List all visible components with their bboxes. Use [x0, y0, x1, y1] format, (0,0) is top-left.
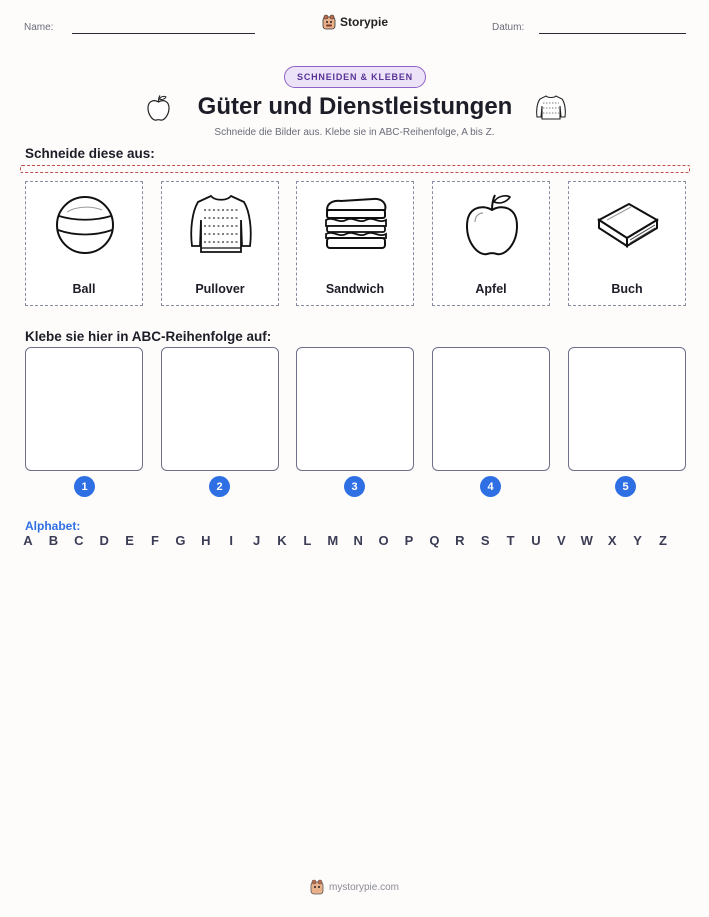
title-row	[0, 91, 709, 125]
date-line[interactable]	[539, 33, 686, 34]
paste-box-4[interactable]	[432, 347, 550, 471]
cut-card-label: Apfel	[475, 282, 507, 296]
alphabet-letter: Z	[659, 533, 667, 548]
cut-card-buch[interactable]	[568, 181, 686, 306]
storypie-mascot-icon	[310, 879, 324, 895]
brand-logo	[322, 14, 388, 30]
instructions: Schneide die Bilder aus. Klebe sie in ABC-Reihenfolge, A bis Z.	[214, 127, 495, 138]
paste-box-2[interactable]	[161, 347, 279, 471]
alphabet-letter: Q	[429, 533, 440, 548]
paste-box-1[interactable]	[25, 347, 143, 471]
storypie-mascot-icon	[322, 14, 336, 30]
alphabet-label: Alphabet:	[25, 519, 81, 533]
position-number: 5	[615, 476, 636, 497]
name-label: Name:	[24, 22, 54, 33]
position-number: 1	[74, 476, 95, 497]
paste-section-heading: Klebe sie hier in ABC-Reihenfolge auf:	[25, 329, 272, 344]
alphabet-letter: U	[531, 533, 541, 548]
sandwich-icon	[321, 190, 391, 260]
date-label: Datum:	[492, 22, 525, 33]
alphabet-letter: H	[201, 533, 211, 548]
cut-card-apfel[interactable]	[432, 181, 550, 306]
alphabet-letter: R	[455, 533, 465, 548]
alphabet-letter: K	[277, 533, 287, 548]
alphabet-letter: T	[506, 533, 515, 548]
cut-card-label: Pullover	[195, 282, 245, 296]
book-icon	[593, 190, 663, 260]
brand-name: Storypie	[340, 15, 389, 29]
alphabet-letter: G	[175, 533, 186, 548]
alphabet-letter: D	[99, 533, 109, 548]
sweater-icon	[186, 190, 256, 260]
alphabet-letter: C	[74, 533, 84, 548]
cut-card-label: Ball	[72, 282, 96, 296]
cut-line	[20, 165, 690, 173]
position-number: 2	[209, 476, 230, 497]
cut-section-heading: Schneide diese aus:	[25, 146, 155, 161]
alphabet-letter: V	[557, 533, 566, 548]
alphabet-letter: M	[327, 533, 339, 548]
alphabet-letter: E	[125, 533, 134, 548]
alphabet-letter: A	[23, 533, 33, 548]
alphabet-letter: J	[252, 533, 261, 548]
alphabet-letter: S	[480, 533, 490, 548]
position-number: 3	[344, 476, 365, 497]
alphabet-letter: W	[580, 533, 593, 548]
name-line[interactable]	[72, 33, 255, 34]
footer	[0, 879, 709, 895]
alphabet-letter: B	[48, 533, 59, 548]
cut-card-label: Sandwich	[325, 282, 385, 296]
cut-card-sandwich[interactable]	[296, 181, 414, 306]
apple-icon	[457, 190, 527, 260]
cut-card-pullover[interactable]	[161, 181, 279, 306]
apple-icon	[146, 94, 171, 122]
alphabet-letter: F	[151, 533, 159, 548]
alphabet-letter: P	[404, 533, 414, 548]
alphabet-letter: O	[378, 533, 389, 548]
alphabet-row	[25, 533, 685, 551]
header	[0, 0, 709, 50]
paste-box-3[interactable]	[296, 347, 414, 471]
paste-box-5[interactable]	[568, 347, 686, 471]
page-title: Güter und Dienstleistungen	[197, 93, 513, 120]
position-number: 4	[480, 476, 501, 497]
sweater-icon	[535, 93, 567, 121]
footer-url[interactable]: mystorypie.com	[328, 881, 399, 893]
alphabet-letter: N	[353, 533, 363, 548]
ball-icon	[50, 190, 120, 260]
alphabet-letter: Y	[633, 533, 642, 548]
activity-badge: SCHNEIDEN & KLEBEN	[284, 66, 426, 88]
alphabet-letter: I	[229, 533, 233, 548]
alphabet-letter: L	[303, 533, 312, 548]
cut-card-ball[interactable]	[25, 181, 143, 306]
cut-card-label: Buch	[611, 282, 643, 296]
alphabet-letter: X	[607, 533, 617, 548]
